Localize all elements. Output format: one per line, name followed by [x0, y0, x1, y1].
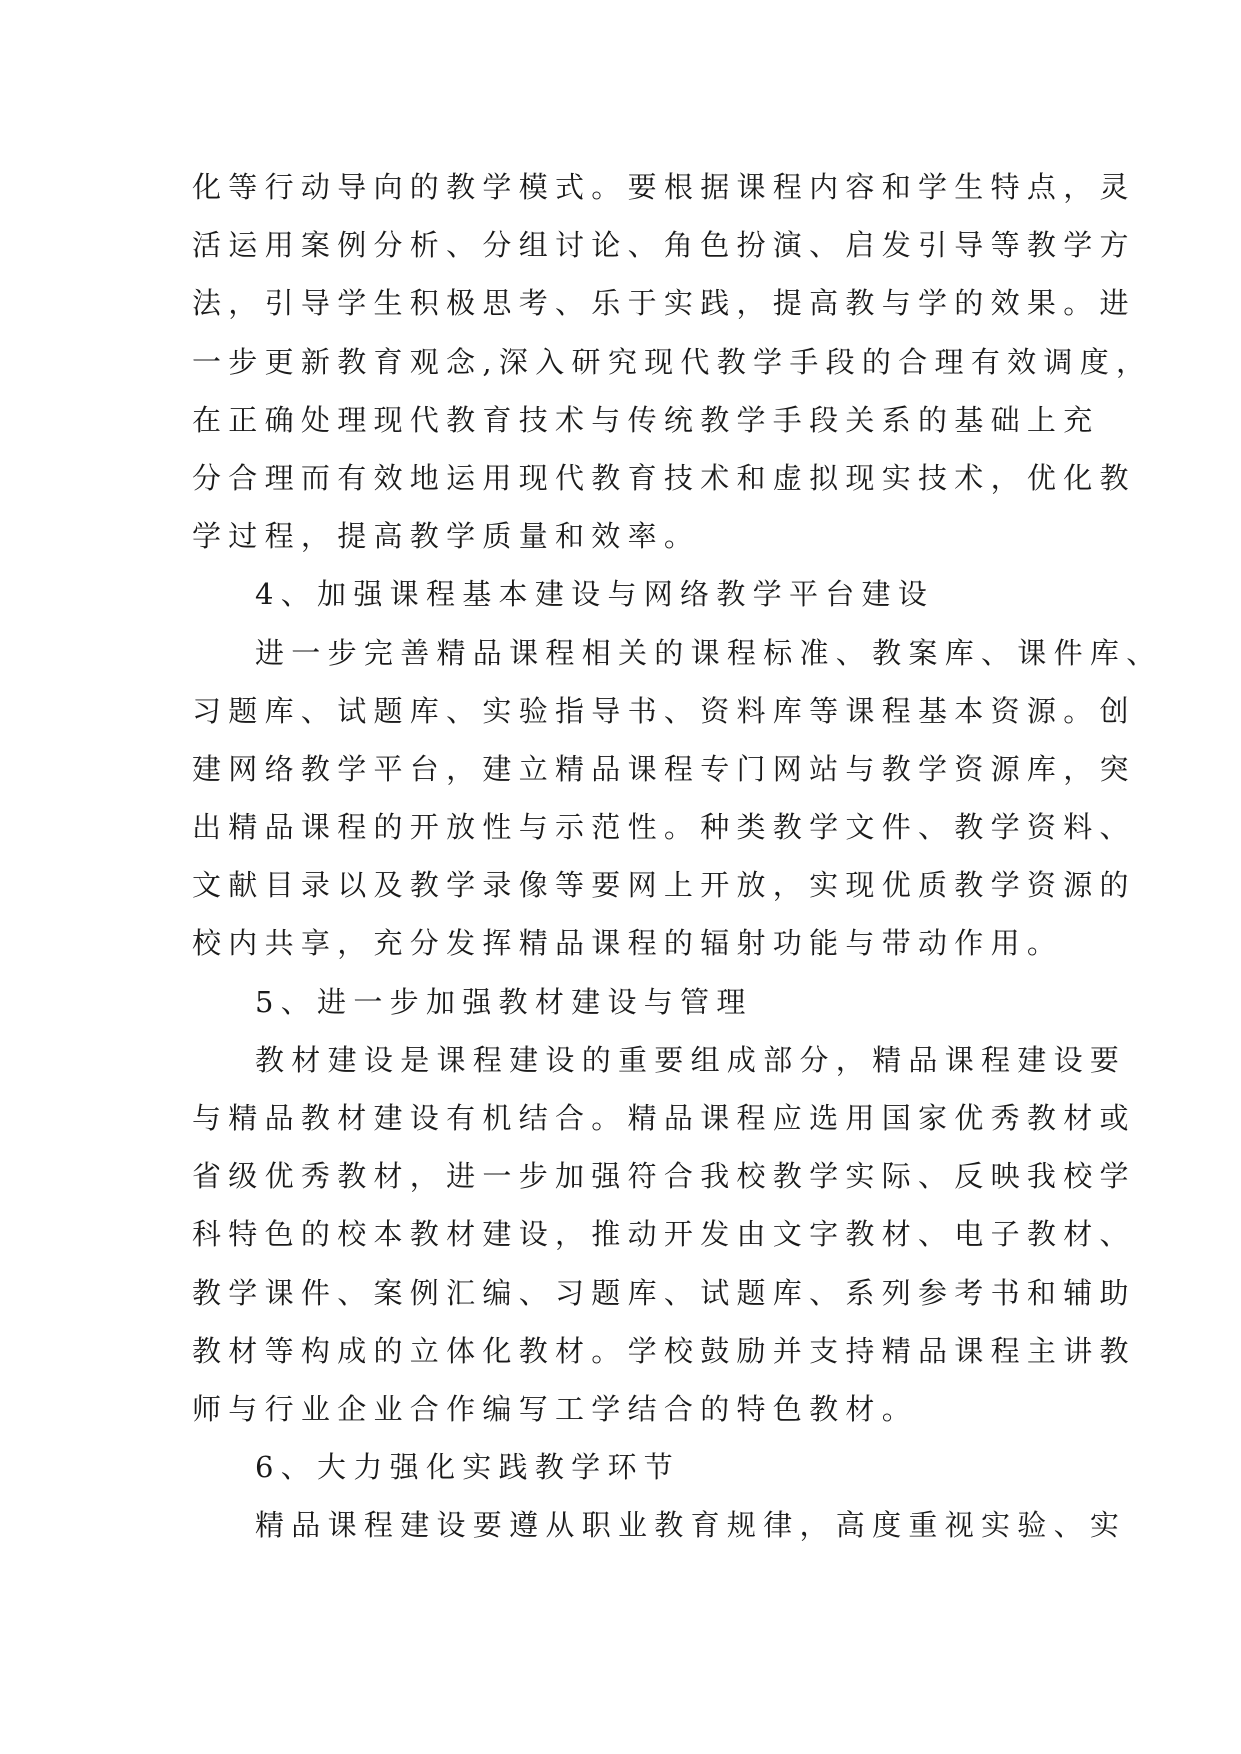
text-line: 师与行业企业合作编写工学结合的特色教材。	[192, 1391, 919, 1426]
paragraph-start-line: 精品课程建设要遵从职业教育规律，高度重视实验、实	[255, 1508, 1127, 1543]
text-line: 活运用案例分析、分组讨论、角色扮演、启发引导等教学方	[192, 228, 1136, 263]
text-line: 教材等构成的立体化教材。学校鼓励并支持精品课程主讲教	[192, 1333, 1136, 1368]
paragraph-start-line: 4、加强课程基本建设与网络教学平台建设	[255, 577, 935, 612]
text-line: 习题库、试题库、实验指导书、资料库等课程基本资源。创	[192, 693, 1136, 728]
paragraph-start-line: 5、进一步加强教材建设与管理	[255, 984, 753, 1019]
text-line: 建网络教学平台，建立精品课程专门网站与教学资源库，突	[192, 751, 1136, 786]
text-line: 分合理而有效地运用现代教育技术和虚拟现实技术，优化教	[192, 460, 1136, 495]
document-body	[192, 158, 1163, 1555]
text-line: 一步更新教育观念,深入研究现代教学手段的合理有效调度，	[192, 344, 1153, 379]
text-line: 在正确处理现代教育技术与传统教学手段关系的基础上充	[192, 402, 1100, 437]
text-line: 科特色的校本教材建设，推动开发由文字教材、电子教材、	[192, 1217, 1136, 1252]
paragraph-start-line: 教材建设是课程建设的重要组成部分，精品课程建设要	[255, 1042, 1127, 1077]
text-line: 出精品课程的开放性与示范性。种类教学文件、教学资料、	[192, 810, 1136, 845]
text-line: 教学课件、案例汇编、习题库、试题库、系列参考书和辅助	[192, 1275, 1136, 1310]
text-line: 省级优秀教材，进一步加强符合我校教学实际、反映我校学	[192, 1159, 1136, 1194]
paragraph-start-line: 6、大力强化实践教学环节	[255, 1450, 681, 1485]
text-line: 与精品教材建设有机结合。精品课程应选用国家优秀教材或	[192, 1101, 1136, 1135]
text-line: 化等行动导向的教学模式。要根据课程内容和学生特点，灵	[192, 170, 1136, 204]
text-line: 法，引导学生积极思考、乐于实践，提高教与学的效果。进	[192, 286, 1136, 321]
paragraph-start-line: 进一步完善精品课程相关的课程标准、教案库、课件库、	[255, 635, 1163, 670]
text-line: 学过程，提高教学质量和效率。	[192, 519, 701, 554]
text-line: 校内共享，充分发挥精品课程的辐射功能与带动作用。	[192, 926, 1064, 961]
text-line: 文献目录以及教学录像等要网上开放，实现优质教学资源的	[192, 868, 1136, 903]
